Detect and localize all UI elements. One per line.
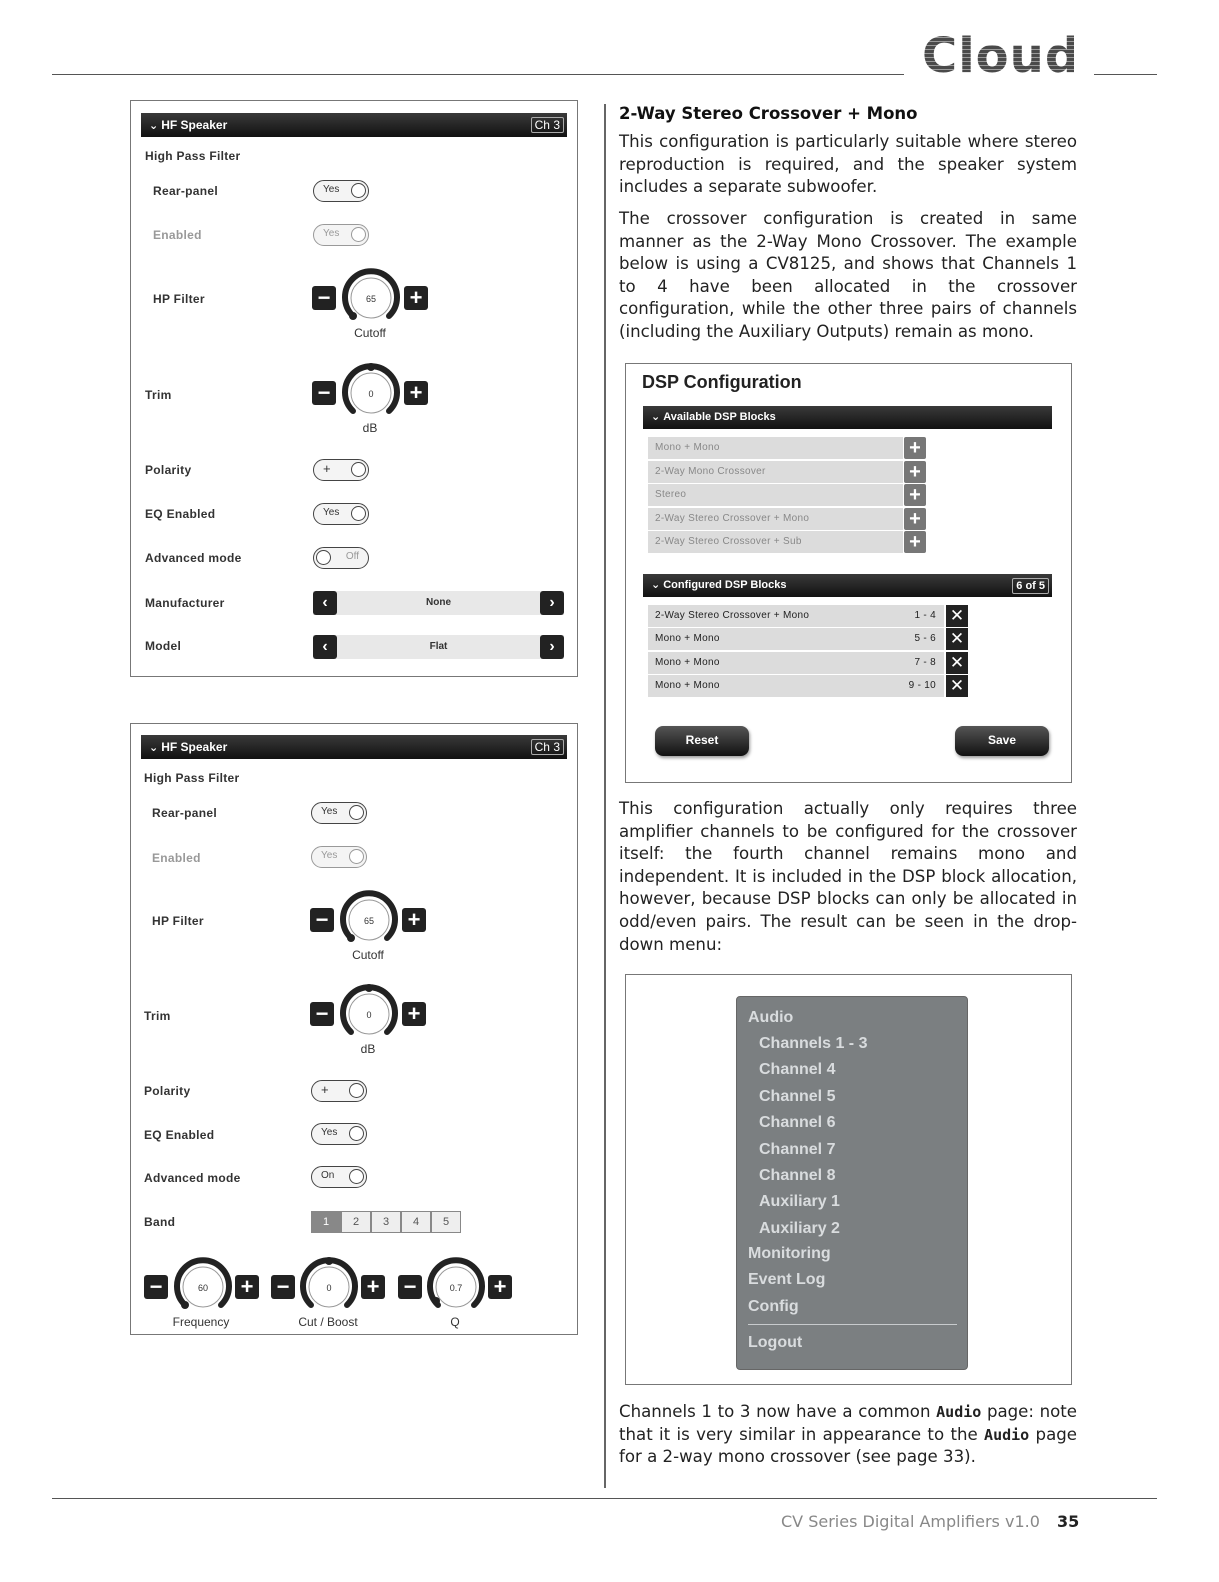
frequency-value: 60 (197, 1283, 209, 1293)
toggle-knob (349, 805, 364, 820)
enabled-toggle[interactable] (311, 846, 367, 868)
advanced-mode-label: Advanced mode (145, 551, 242, 565)
advanced-mode-toggle[interactable] (311, 1166, 367, 1188)
panel-title-bar[interactable] (141, 113, 567, 137)
band-button-2[interactable]: 2 (341, 1211, 371, 1233)
toggle-knob (349, 1083, 364, 1098)
plus-button[interactable]: + (402, 908, 426, 932)
polarity-toggle[interactable] (311, 1080, 367, 1102)
polarity-label: Polarity (145, 463, 192, 477)
block-name: Mono + Mono (655, 657, 720, 668)
manufacturer-label: Manufacturer (145, 596, 225, 610)
hf-speaker-panel-1 (130, 100, 578, 677)
channel-badge: Ch 3 (531, 117, 564, 133)
reset-button[interactable]: Reset (655, 726, 749, 756)
toggle-text: Yes (321, 1127, 338, 1138)
menu-item-logout[interactable]: Logout (748, 1334, 803, 1351)
toggle-knob (351, 227, 366, 242)
enabled-toggle[interactable] (313, 224, 369, 246)
chevron-left-icon[interactable]: ‹ (313, 591, 337, 615)
panel-title: HF Speaker (161, 740, 228, 754)
toggle-knob (351, 506, 366, 521)
q-knob[interactable] (424, 1255, 488, 1319)
band-button-4[interactable]: 4 (401, 1211, 431, 1233)
block-name: Mono + Mono (655, 633, 720, 644)
menu-item-channel-6[interactable]: Channel 6 (759, 1114, 836, 1131)
trim-knob[interactable] (339, 361, 403, 425)
chevron-down-icon: ⌄ (651, 579, 661, 591)
cut-boost-caption: Cut / Boost (298, 1315, 358, 1329)
available-blocks-title: Available DSP Blocks (663, 411, 776, 423)
cut-boost-value: 0 (326, 1283, 332, 1293)
hp-filter-label: HP Filter (153, 292, 205, 306)
paragraph-2: The crossover configuration is created in same manner as the 2-Way Mono Crossover. The example below is using a CV8125, and shows that Channels 1 to 4 have been allocated in the crossover configuration, while the other three pairs of channels (including the Auxiliary Outputs) remain as mono. (619, 209, 1077, 341)
menu-item-event-log[interactable]: Event Log (748, 1271, 826, 1288)
footer-doc-title: CV Series Digital Amplifiers v1.0 (781, 1512, 1040, 1531)
rear-panel-toggle[interactable] (311, 802, 367, 824)
toggle-knob (351, 183, 366, 198)
manufacturer-value: None (426, 597, 451, 608)
configured-block (648, 605, 944, 627)
panel-title-bar[interactable] (141, 735, 567, 759)
menu-item-channel-5[interactable]: Channel 5 (759, 1088, 836, 1105)
plus-button[interactable]: + (402, 1002, 426, 1026)
band-button-3[interactable]: 3 (371, 1211, 401, 1233)
header-rule-left (52, 74, 904, 75)
section-title: High Pass Filter (144, 771, 240, 785)
p4-text-c: page for a 2-way mono crossover (see page 33). (619, 1424, 1078, 1467)
dropdown-menu-screenshot (625, 974, 1072, 1385)
chevron-left-icon[interactable]: ‹ (313, 635, 337, 659)
trim-label: Trim (145, 388, 172, 402)
paragraph-4 (619, 1401, 1077, 1469)
trim-value: 0 (366, 1010, 372, 1020)
dsp-title: DSP Configuration (642, 372, 802, 392)
menu-divider (748, 1324, 957, 1325)
toggle-knob (316, 550, 331, 565)
minus-button[interactable]: − (271, 1275, 295, 1299)
toggle-text: Yes (323, 184, 340, 195)
block-range: 1 - 4 (914, 610, 936, 621)
audio-code-2: Audio (984, 1425, 1030, 1444)
configured-count: 6 of 5 (1012, 578, 1049, 594)
toggle-knob (351, 462, 366, 477)
audio-code-1: Audio (936, 1403, 982, 1421)
model-label: Model (145, 639, 182, 653)
available-block: Mono + Mono (648, 437, 903, 459)
configured-blocks-header[interactable] (643, 574, 1052, 597)
available-block: 2-Way Stereo Crossover + Sub (648, 531, 903, 553)
trim-label: Trim (144, 1009, 171, 1023)
trim-caption: dB (360, 1042, 376, 1056)
toggle-text: On (321, 1170, 335, 1181)
plus-button[interactable]: + (361, 1275, 385, 1299)
cutoff-value: 65 (363, 916, 375, 926)
column-divider (604, 104, 606, 1488)
block-name: Mono + Mono (655, 680, 720, 691)
remove-icon[interactable]: ✕ (946, 652, 968, 674)
header-rule-right (1094, 74, 1157, 75)
plus-button[interactable]: + (235, 1275, 259, 1299)
rear-panel-label: Rear-panel (152, 806, 218, 820)
trim-value: 0 (368, 389, 374, 399)
remove-icon[interactable]: ✕ (946, 628, 968, 650)
polarity-toggle[interactable] (313, 459, 369, 481)
minus-button[interactable]: − (144, 1275, 168, 1299)
trim-knob[interactable] (337, 982, 401, 1046)
cutoff-value: 65 (365, 294, 377, 304)
minus-button[interactable]: − (312, 286, 336, 310)
enabled-label: Enabled (152, 851, 201, 865)
plus-button[interactable]: + (404, 381, 428, 405)
q-caption: Q (450, 1315, 460, 1329)
chevron-down-icon: ⌄ (651, 411, 661, 423)
band-label: Band (144, 1215, 176, 1229)
advanced-mode-toggle[interactable] (313, 547, 369, 569)
menu-item-auxiliary-2[interactable]: Auxiliary 2 (759, 1220, 840, 1237)
toggle-text: + (321, 1082, 329, 1097)
toggle-text: Yes (323, 507, 340, 518)
panel-title: HF Speaker (161, 118, 228, 132)
add-icon[interactable]: + (904, 508, 926, 530)
cut-boost-knob[interactable] (297, 1255, 361, 1319)
toggle-text: Yes (321, 806, 338, 817)
cutoff-knob[interactable] (337, 888, 401, 952)
eq-enabled-toggle[interactable] (313, 503, 369, 525)
minus-button[interactable]: − (398, 1275, 422, 1299)
toggle-text: Yes (323, 228, 340, 239)
model-value: Flat (429, 641, 448, 652)
frequency-knob[interactable] (171, 1255, 235, 1319)
rear-panel-label: Rear-panel (153, 184, 219, 198)
menu-item-channels-1-3[interactable]: Channels 1 - 3 (759, 1035, 868, 1052)
configured-blocks-title: Configured DSP Blocks (663, 579, 787, 591)
menu-item-monitoring[interactable]: Monitoring (748, 1245, 831, 1262)
menu-item-channel-7[interactable]: Channel 7 (759, 1141, 836, 1158)
section-heading: 2-Way Stereo Crossover + Mono (619, 104, 918, 123)
hp-filter-label: HP Filter (152, 914, 204, 928)
toggle-knob (349, 1126, 364, 1141)
menu-item-channel-8[interactable]: Channel 8 (759, 1167, 836, 1184)
menu-item-audio[interactable]: Audio (748, 1009, 794, 1026)
add-icon[interactable]: + (904, 461, 926, 483)
minus-button[interactable]: − (310, 1002, 334, 1026)
save-button[interactable]: Save (955, 726, 1049, 756)
page-number: 35 (1057, 1512, 1080, 1531)
toggle-text: Off (345, 551, 359, 562)
band-button-5[interactable]: 5 (431, 1211, 461, 1233)
remove-icon[interactable]: ✕ (946, 675, 968, 697)
hf-speaker-panel-2 (130, 723, 578, 1335)
rear-panel-toggle[interactable] (313, 180, 369, 202)
cutoff-knob[interactable] (339, 266, 403, 330)
available-blocks-header[interactable] (643, 406, 1052, 429)
configured-block (648, 652, 944, 674)
plus-button[interactable]: + (404, 286, 428, 310)
add-icon[interactable]: + (904, 437, 926, 459)
channel-badge: Ch 3 (531, 739, 564, 755)
plus-button[interactable]: + (488, 1275, 512, 1299)
footer-rule (52, 1498, 1157, 1499)
band-button-1[interactable]: 1 (311, 1211, 341, 1233)
eq-enabled-toggle[interactable] (311, 1123, 367, 1145)
block-range: 7 - 8 (914, 657, 936, 668)
toggle-text: Yes (321, 850, 338, 861)
polarity-label: Polarity (144, 1084, 191, 1098)
toggle-knob (349, 1169, 364, 1184)
configured-block (648, 675, 944, 697)
toggle-text: + (323, 461, 331, 476)
advanced-mode-label: Advanced mode (144, 1171, 241, 1185)
available-block: 2-Way Stereo Crossover + Mono (648, 508, 903, 530)
chevron-right-icon[interactable]: › (540, 591, 564, 615)
chevron-down-icon: ⌄ (149, 120, 159, 132)
section-title: High Pass Filter (145, 149, 241, 163)
remove-icon[interactable]: ✕ (946, 605, 968, 627)
trim-caption: dB (362, 421, 378, 435)
frequency-caption: Frequency (172, 1315, 230, 1329)
toggle-knob (349, 849, 364, 864)
block-name: 2-Way Stereo Crossover + Mono (655, 610, 810, 621)
available-block: Stereo (648, 484, 903, 506)
chevron-right-icon[interactable]: › (540, 635, 564, 659)
minus-button[interactable]: − (312, 381, 336, 405)
chevron-down-icon: ⌄ (149, 742, 159, 754)
block-range: 5 - 6 (914, 633, 936, 644)
minus-button[interactable]: − (310, 908, 334, 932)
available-block: 2-Way Mono Crossover (648, 461, 903, 483)
menu-item-channel-4[interactable]: Channel 4 (759, 1061, 836, 1078)
p4-text-b: page: note that it is very similar in appearance to the (619, 1402, 1078, 1444)
model-selector (313, 635, 564, 659)
cutoff-caption: Cutoff (354, 326, 386, 340)
eq-enabled-label: EQ Enabled (145, 507, 216, 521)
menu-item-config[interactable]: Config (748, 1298, 799, 1315)
paragraph-3: This configuration actually only requires three amplifier channels to be configured for the crossover itself: the fourth channel remains mono and independent. It is included in the DSP block allocation, however, because DSP blocks can only be allocated in odd/even pairs. The result can be seen in the drop-down menu: (619, 799, 1077, 954)
enabled-label: Enabled (153, 228, 202, 242)
p4-text-a: Channels 1 to 3 now have a common (619, 1402, 937, 1421)
add-icon[interactable]: + (904, 531, 926, 553)
menu-item-auxiliary-1[interactable]: Auxiliary 1 (759, 1193, 840, 1210)
dsp-configuration-screenshot (625, 363, 1072, 783)
cutoff-caption: Cutoff (352, 948, 384, 962)
q-value: 0.7 (449, 1283, 463, 1293)
configured-block (648, 628, 944, 650)
block-range: 9 - 10 (908, 680, 936, 691)
navigation-menu (736, 996, 968, 1370)
cloud-logo: Cloud (922, 28, 1081, 84)
add-icon[interactable]: + (904, 484, 926, 506)
paragraph-1: This configuration is particularly suitable where stereo reproduction is required, and the speaker system includes a separate subwoofer. (619, 132, 1077, 197)
eq-enabled-label: EQ Enabled (144, 1128, 215, 1142)
manufacturer-selector (313, 591, 564, 615)
